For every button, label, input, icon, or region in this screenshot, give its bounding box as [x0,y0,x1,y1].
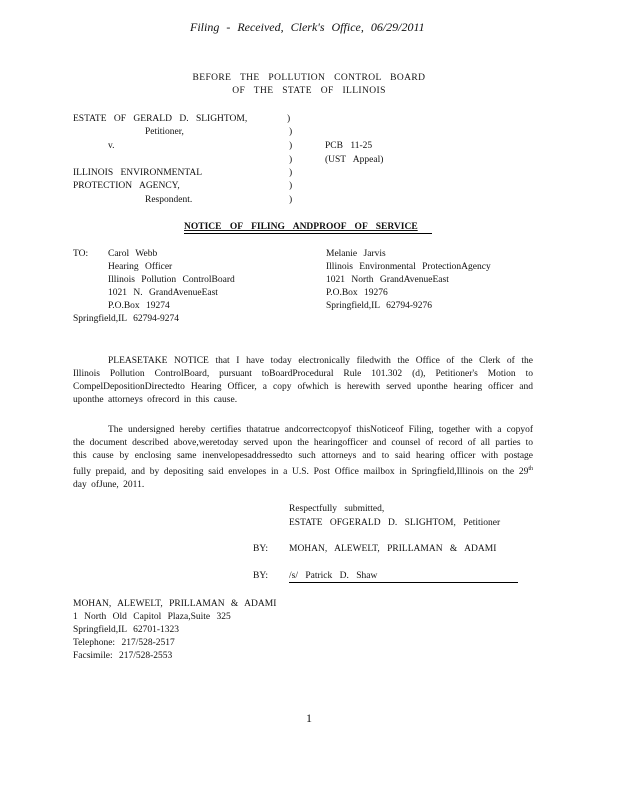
firm-city: Springfield,IL 62701-1323 [73,625,180,635]
firm-address: 1 North Old Capitol Plaza,Suite 325 [73,612,231,622]
signature-line [289,582,518,583]
respondent-role: Respondent. [145,195,193,205]
certificate-paragraph: The undersigned hereby certifies thatatrue andcorrectcopyof thisNoticeof Filing, together with a copyof the document described above,weretoday served upon the hearingofficer and counsel of record of all parties to this cause by enclosing same inenvelopesaddressedto such attorneys and to said hearing officer with postage fully prepaid, and by depositing said envelopes in a U.S. Post Office mailbox in Springfield,Illinois on the 29th day ofJune, 2011. [73,425,533,491]
recipient-city-left: Springfield,IL 62794-9274 [73,314,180,324]
case-type: (UST Appeal) [325,155,384,165]
recipient-street: 1021 N. GrandAvenueEast [108,288,218,298]
recipient-pobox: P.O.Box 19276 [326,288,388,298]
page-number: 1 [306,711,312,725]
notice-title: NOTICE OF FILING ANDPROOF OF SERVICE [184,222,418,232]
firm-telephone: Telephone: 217/528-2517 [73,638,175,648]
to-label: TO: [73,249,89,259]
recipient-name: Melanie Jarvis [326,249,386,259]
recipient-agency: Illinois Pollution ControlBoard [108,275,235,285]
case-number: PCB 11-25 [325,141,373,151]
petitioner-name: ESTATE OF GERALD D. SLIGHTOM, [73,114,248,124]
versus: v. [108,141,115,151]
recipient-address-left [108,248,235,313]
caption-paren: ) [289,141,293,151]
board-title-line2: OF THE STATE OF ILLINOIS [232,86,386,96]
respondent-line1: ILLINOIS ENVIRONMENTAL [73,168,203,178]
petitioner-role: Petitioner, [145,127,184,137]
caption-paren: ) [289,195,293,205]
by-label: BY: [253,571,268,581]
signature-party: ESTATE OFGERALD D. SLIGHTOM, Petitioner [289,518,501,528]
caption-paren: ) [287,114,291,124]
notice-title-underline [184,233,432,234]
notice-paragraph: PLEASETAKE NOTICE that I have today electronically filedwith the Office of the Clerk of the Illinois Pollution ControlBoard, pursuant toBoardProcedural Rule 101.302 (d), Petitioner's Motion to CompelDepositionDirectedto Hearing Officer, a copy ofwhich is herewith served uponthe hearing officer and uponthe attorneys ofrecord in this cause. [73,356,533,405]
firm-name: MOHAN, ALEWELT, PRILLAMAN & ADAMI [73,599,277,609]
caption-paren: ) [289,168,293,178]
signature-closing: Respectfully submitted, [289,504,385,514]
recipient-street: 1021 North GrandAvenueEast [326,275,449,285]
recipient-title: Hearing Officer [108,262,173,272]
recipient-agency: Illinois Environmental ProtectionAgency [326,262,491,272]
firm-by-line: MOHAN, ALEWELT, PRILLAMAN & ADAMI [289,544,497,554]
caption-paren: ) [289,155,293,165]
recipient-name: Carol Webb [108,249,158,259]
board-title-line1: BEFORE THE POLLUTION CONTROL BOARD [192,73,426,83]
recipient-city: Springfield,IL 62794-9276 [326,301,433,311]
recipient-address-right [326,248,491,313]
recipient-pobox: P.O.Box 19274 [108,301,170,311]
firm-block [73,598,276,663]
by-label: BY: [253,544,268,554]
caption-paren: ) [289,127,293,137]
caption-paren: ) [289,181,293,191]
respondent-line2: PROTECTION AGENCY, [73,181,180,191]
firm-facsimile: Facsimile: 217/528-2553 [73,651,173,661]
electronic-signature: /s/ Patrick D. Shaw [289,571,378,581]
filing-header: Filing - Received, Clerk's Office, 06/29/2011 [190,20,425,34]
